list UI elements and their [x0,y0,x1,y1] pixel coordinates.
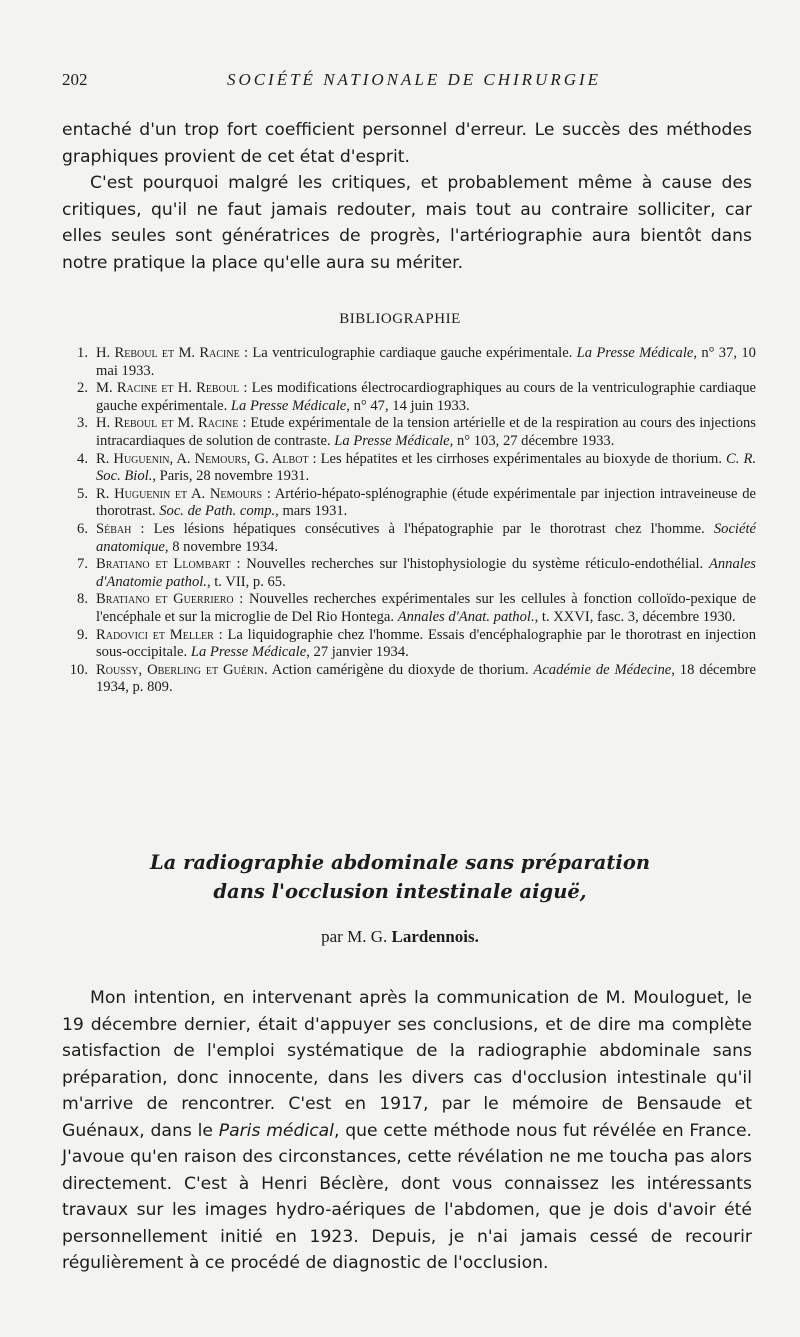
article-title-line-1: La radiographie abdominale sans préparation [149,851,651,874]
article-title [0,848,800,906]
reference-source: Académie de Médecine [533,661,672,678]
reference-text: : La ventriculographie cardiaque gauche expérimentale. [239,345,577,361]
reference-source: C. R. Soc. Biol. [96,450,757,485]
article-text-italic: Paris médical [218,1120,334,1141]
reference-authors: Sébah [96,520,132,537]
reference-details: , t. VII, p. 65. [206,573,286,590]
bibliography-list [62,345,756,697]
reference-text: : Nouvelles recherches sur l'histophysiologie du système réticulo-endothélial. [230,556,709,573]
reference-source: La Presse Médicale [334,432,450,449]
article-text: Mon intention, en intervenant après la communication de M. Mouloguet, le 19 décembre dernier, était d'appuyer ses conclusions, et de dire ma complète satisfaction de l'emploi systématique de la radiographie abdominale sans préparation, donc innocente, dans les divers cas d'occlusion intestinale qu'il m'arrive de rencontrer. C'est en 1917, par le mémoire de Bensaude et Guénaux, dans le [62,988,752,1141]
reference-source: Annales d'Anat. pathol. [397,608,535,625]
reference-text: : Les lésions hépatiques consécutives à l'hépatographie par le thorotrast chez l'homme. [131,520,714,537]
reference-number: 7. [77,556,88,573]
intro-paragraph-1: entaché d'un trop fort coefficient personnel d'erreur. Le succès des méthodes graphiques provient de cet état d'esprit. [62,120,752,167]
reference-source: Société anatomique [96,520,756,555]
reference-authors: Radovici et Meller [96,626,214,643]
reference-text: . Action camérigène du dioxyde de thorium. [264,661,534,678]
reference-details: , n° 47, 14 juin 1933. [346,397,470,414]
reference-details: , Paris, 28 novembre 1931. [152,468,310,485]
reference-number: 9. [77,626,88,643]
reference-text: : Nouvelles recherches expérimentales sur les cellules à fonction colloïdo-pexique de l'encéphale et sur la microglie de Del Rio Hontega. [96,591,756,625]
reference-item [62,415,756,450]
article-byline [0,927,800,947]
reference-details: , t. XXVI, fasc. 3, décembre 1930. [534,608,736,625]
reference-authors: H. Reboul et M. Racine [96,345,240,361]
reference-authors: H. Reboul et M. Racine [96,415,239,432]
reference-details: , 8 novembre 1934. [164,538,279,555]
reference-item [62,380,756,415]
intro-text [62,117,752,276]
reference-item [62,556,756,591]
reference-details: , 18 décembre 1934, p. 809. [96,661,756,696]
article-paragraph [62,985,752,1277]
reference-text: : Les hépatites et les cirrhoses expérimentales au bioxyde de thorium. [308,450,727,467]
reference-source: La Presse Médicale [190,644,307,661]
running-head [62,70,746,94]
reference-number: 6. [77,520,88,537]
reference-authors: Roussy, Oberling et Guérin [96,661,265,678]
reference-number: 10. [69,661,88,678]
reference-details: , n° 37, 10 mai 1933. [96,345,756,379]
reference-text: : Artério-hépato-splénographie (étude expérimentale par injection intraveineuse de thorotrast. [96,485,757,520]
reference-item [62,521,756,556]
reference-authors: R. Huguenin, A. Nemours, G. Albot [96,450,309,467]
bibliography-heading: BIBLIOGRAPHIE [339,311,461,327]
reference-item [62,486,756,521]
reference-authors: Bratiano et Guerriero [96,591,234,608]
reference-item [62,591,756,626]
reference-details: , 27 janvier 1934. [306,644,409,661]
reference-number: 3. [77,415,88,432]
page-number: 202 [62,70,88,89]
intro-paragraph-2: C'est pourquoi malgré les critiques, et probablement même à cause des critiques, qu'il ne faut jamais redouter, mais tout au contraire solliciter, car elles seules sont génératrices de progrès, l'artériographie aura bientôt dans notre pratique la place qu'elle aura su mériter. [62,173,752,273]
byline-prefix: par M. G. [321,927,392,946]
reference-number: 1. [77,345,88,361]
reference-text: : Etude expérimentale de la tension artérielle et de la respiration au cours des injections intracardiaques de solution de contraste. [96,415,756,449]
article-title-line-2: dans l'occlusion intestinale aiguë, [213,880,587,903]
reference-number: 4. [77,450,88,467]
reference-text: : Les modifications électrocardiographiques au cours de la ventriculographie cardiaque gauche expérimentale. [96,380,756,414]
reference-source: La Presse Médicale [230,397,347,414]
reference-authors: M. Racine et H. Reboul [96,380,240,397]
reference-authors: Bratiano et Llombart [96,556,231,573]
reference-item [62,451,756,486]
reference-number: 8. [77,591,88,608]
reference-number: 5. [77,485,88,502]
reference-item [62,662,756,697]
reference-source: La Presse Médicale [576,345,694,361]
author-name: Lardennois. [391,927,479,946]
article-text-rest: , que cette méthode nous fut révélée en France. J'avoue qu'en raison des circonstances, cette révélation ne me toucha pas alors directement. C'est à Henri Béclère, dont vous connaissez les intéressants travaux sur les images hydro-aériques de l'abdomen, que je dois d'avoir été personnellement initié en 1923. Depuis, je n'ai jamais cessé de recourir régulièrement à ce procédé de diagnostic de l'occlusion. [62,1120,752,1273]
reference-number: 2. [77,380,88,397]
reference-item [62,345,756,380]
reference-text: : La liquidographie chez l'homme. Essais d'encéphalographie par le thorotrast en injection sous-occipitale. [96,626,757,661]
reference-source: Annales d'Anatomie pathol. [96,556,756,590]
reference-details: , n° 103, 27 décembre 1933. [449,432,615,449]
reference-source: Soc. de Path. comp. [159,503,276,520]
reference-details: , mars 1931. [275,503,348,520]
journal-title: SOCIÉTÉ NATIONALE DE CHIRURGIE [226,70,602,89]
reference-authors: R. Huguenin et A. Nemours [96,485,263,502]
article-body [62,985,752,1277]
reference-item [62,627,756,662]
